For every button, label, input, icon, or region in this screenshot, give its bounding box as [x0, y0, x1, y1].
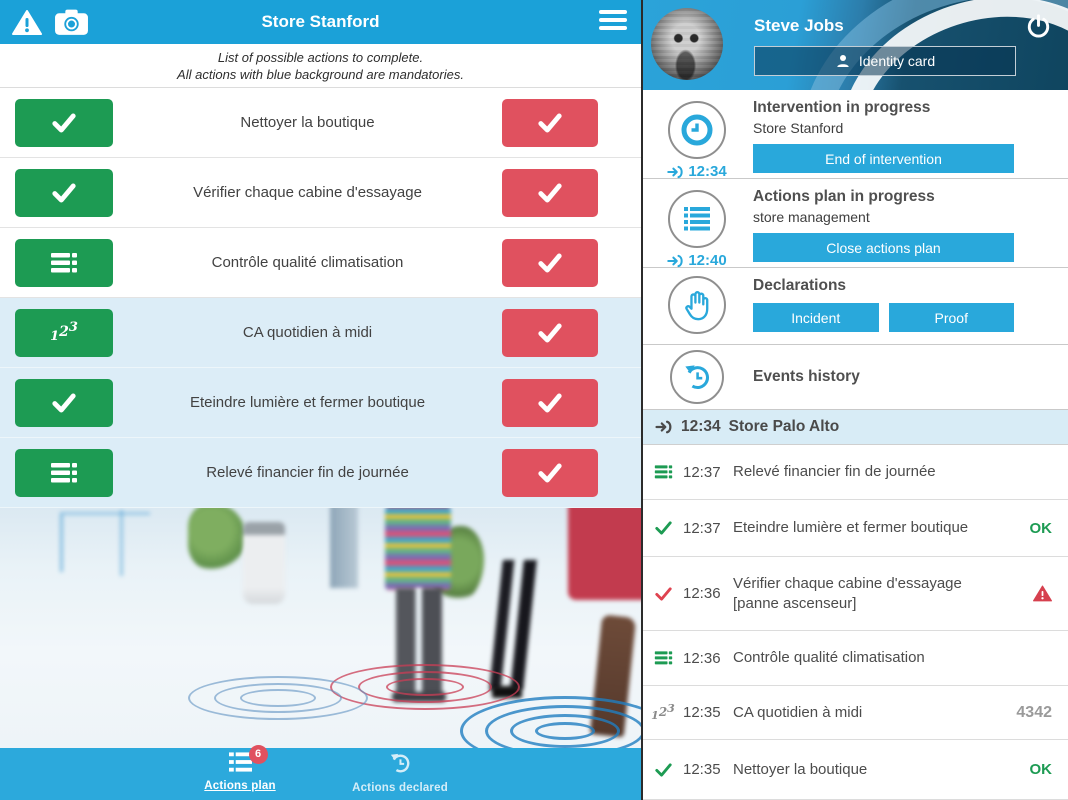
action-label: Vérifier chaque cabine d'essayage	[193, 184, 422, 201]
list-stack-icon	[653, 464, 674, 480]
event-row[interactable]	[643, 686, 1068, 740]
check-icon	[654, 762, 673, 778]
action-validate-button[interactable]	[502, 309, 598, 357]
power-icon	[1025, 13, 1052, 40]
logout-button[interactable]	[1025, 13, 1052, 40]
check-icon	[654, 520, 673, 536]
photo-person-coat	[568, 508, 641, 600]
event-row[interactable]	[643, 445, 1068, 500]
action-label: Nettoyer la boutique	[240, 114, 375, 131]
history-icon	[388, 752, 412, 774]
list-stack-icon	[653, 650, 674, 666]
tab-actions-declared[interactable]	[325, 752, 475, 794]
proof-button[interactable]: Proof	[889, 303, 1015, 332]
tab-label: Actions declared	[352, 782, 448, 794]
hand-icon	[668, 276, 726, 334]
entry-time: 12:34	[681, 418, 721, 435]
tab-label: Actions plan	[204, 780, 276, 792]
end-intervention-button[interactable]: End of intervention	[753, 144, 1014, 173]
event-time: 12:36	[683, 585, 721, 602]
check-icon	[537, 462, 563, 484]
action-label: CA quotidien à midi	[242, 324, 373, 341]
actions-instructions	[0, 44, 641, 88]
event-time: 12:36	[683, 649, 721, 667]
photo-pillar	[330, 508, 358, 588]
event-text: Nettoyer la boutique	[733, 760, 868, 778]
identity-card-button[interactable]: Identity card	[754, 46, 1016, 76]
store-photo	[0, 508, 641, 748]
action-list	[0, 88, 641, 508]
sign-in-icon	[667, 254, 684, 268]
incident-button[interactable]: Incident	[753, 303, 879, 332]
event-status: OK	[1029, 519, 1052, 537]
action-label: Relevé financier fin de journée	[206, 464, 409, 481]
event-row[interactable]	[643, 631, 1068, 686]
list-stack-icon	[49, 461, 79, 485]
photo-person-sweater	[385, 508, 451, 590]
check-icon	[537, 112, 563, 134]
check-icon	[537, 252, 563, 274]
intervention-start-time: 12:34	[667, 163, 726, 180]
menu-button[interactable]	[599, 10, 627, 34]
action-row	[0, 158, 641, 228]
event-text: Relevé financier fin de journée	[733, 463, 936, 480]
action-type-button[interactable]	[15, 379, 113, 427]
section-events-history	[643, 345, 1068, 410]
action-type-button[interactable]	[15, 99, 113, 147]
action-type-button[interactable]	[15, 449, 113, 497]
user-name: Steve Jobs	[754, 16, 844, 35]
event-time: 12:35	[683, 704, 721, 721]
event-text: Vérifier chaque cabine d'essayage [panne ascenseur]	[733, 574, 962, 612]
event-time: 12:35	[683, 761, 721, 778]
action-validate-button[interactable]	[502, 449, 598, 497]
action-label: Contrôle qualité climatisation	[211, 254, 404, 271]
check-icon	[51, 392, 77, 414]
action-validate-button[interactable]	[502, 99, 598, 147]
section-title: Declarations	[753, 277, 847, 294]
action-type-button[interactable]	[15, 169, 113, 217]
status-panel	[641, 0, 1068, 800]
action-validate-button[interactable]	[502, 169, 598, 217]
event-status: 4342	[1016, 703, 1052, 721]
list-icon	[668, 190, 726, 248]
action-row	[0, 88, 641, 158]
close-actions-plan-button[interactable]: Close actions plan	[753, 233, 1014, 262]
check-icon	[537, 392, 563, 414]
section-title: Actions plan in progress	[753, 188, 935, 205]
photo-rack	[60, 512, 150, 572]
bottom-tab-bar	[0, 748, 641, 800]
check-icon	[51, 112, 77, 134]
photo-bin	[243, 522, 285, 604]
numeric-icon: 1 2 3	[651, 702, 675, 722]
event-text: Eteindre lumière et fermer boutique	[733, 519, 969, 536]
event-status	[1006, 585, 1068, 602]
numeric-icon: 1 2 3	[50, 320, 78, 344]
actions-plan-badge: 6	[249, 745, 268, 764]
photo-plant	[188, 508, 246, 570]
check-icon	[537, 322, 563, 344]
action-row	[0, 438, 641, 508]
avatar[interactable]	[651, 8, 723, 80]
page-title: Store Stanford	[261, 12, 380, 31]
event-text: CA quotidien à midi	[733, 703, 863, 721]
user-header	[643, 0, 1068, 90]
check-icon	[654, 586, 673, 602]
sign-in-icon	[655, 420, 673, 434]
list-stack-icon	[49, 251, 79, 275]
section-subtitle: Store Stanford	[753, 120, 844, 136]
action-type-button[interactable]	[15, 309, 113, 357]
instruction-line-2: All actions with blue background are mandatories.	[177, 66, 464, 82]
section-subtitle: store management	[753, 209, 870, 225]
action-row	[0, 298, 641, 368]
clock-icon	[668, 101, 726, 159]
blue-ripple	[188, 676, 368, 720]
history-icon	[670, 350, 724, 404]
event-text: Contrôle qualité climatisation	[733, 649, 925, 666]
section-title: Intervention in progress	[753, 99, 931, 116]
event-row[interactable]	[643, 740, 1068, 800]
left-header	[0, 0, 641, 44]
action-validate-button[interactable]	[502, 239, 598, 287]
action-label: Eteindre lumière et fermer boutique	[189, 394, 426, 411]
photo-rack	[120, 510, 123, 576]
actions-plan-start-time: 12:40	[667, 252, 726, 269]
action-row	[0, 228, 641, 298]
instruction-line-1: List of possible actions to complete.	[217, 49, 424, 65]
photo-person-legs	[489, 560, 537, 690]
event-status: OK	[1029, 761, 1052, 778]
action-type-button[interactable]	[15, 239, 113, 287]
check-icon	[51, 182, 77, 204]
event-time: 12:37	[683, 463, 721, 481]
person-icon	[835, 53, 851, 69]
section-intervention	[643, 90, 1068, 179]
entry-label: Store Palo Alto	[728, 418, 840, 435]
sign-in-icon	[667, 165, 684, 179]
event-row[interactable]	[643, 557, 1068, 631]
check-icon	[537, 182, 563, 204]
history-store-entry[interactable]	[643, 410, 1068, 445]
event-list	[643, 445, 1068, 800]
tab-actions-plan[interactable]	[165, 748, 315, 792]
warning-icon	[1033, 585, 1052, 602]
section-declarations	[643, 268, 1068, 345]
action-validate-button[interactable]	[502, 379, 598, 427]
event-time: 12:37	[683, 519, 721, 537]
action-row	[0, 368, 641, 438]
event-row[interactable]	[643, 500, 1068, 557]
section-title: Events history	[753, 368, 860, 385]
section-actions-plan	[643, 179, 1068, 268]
